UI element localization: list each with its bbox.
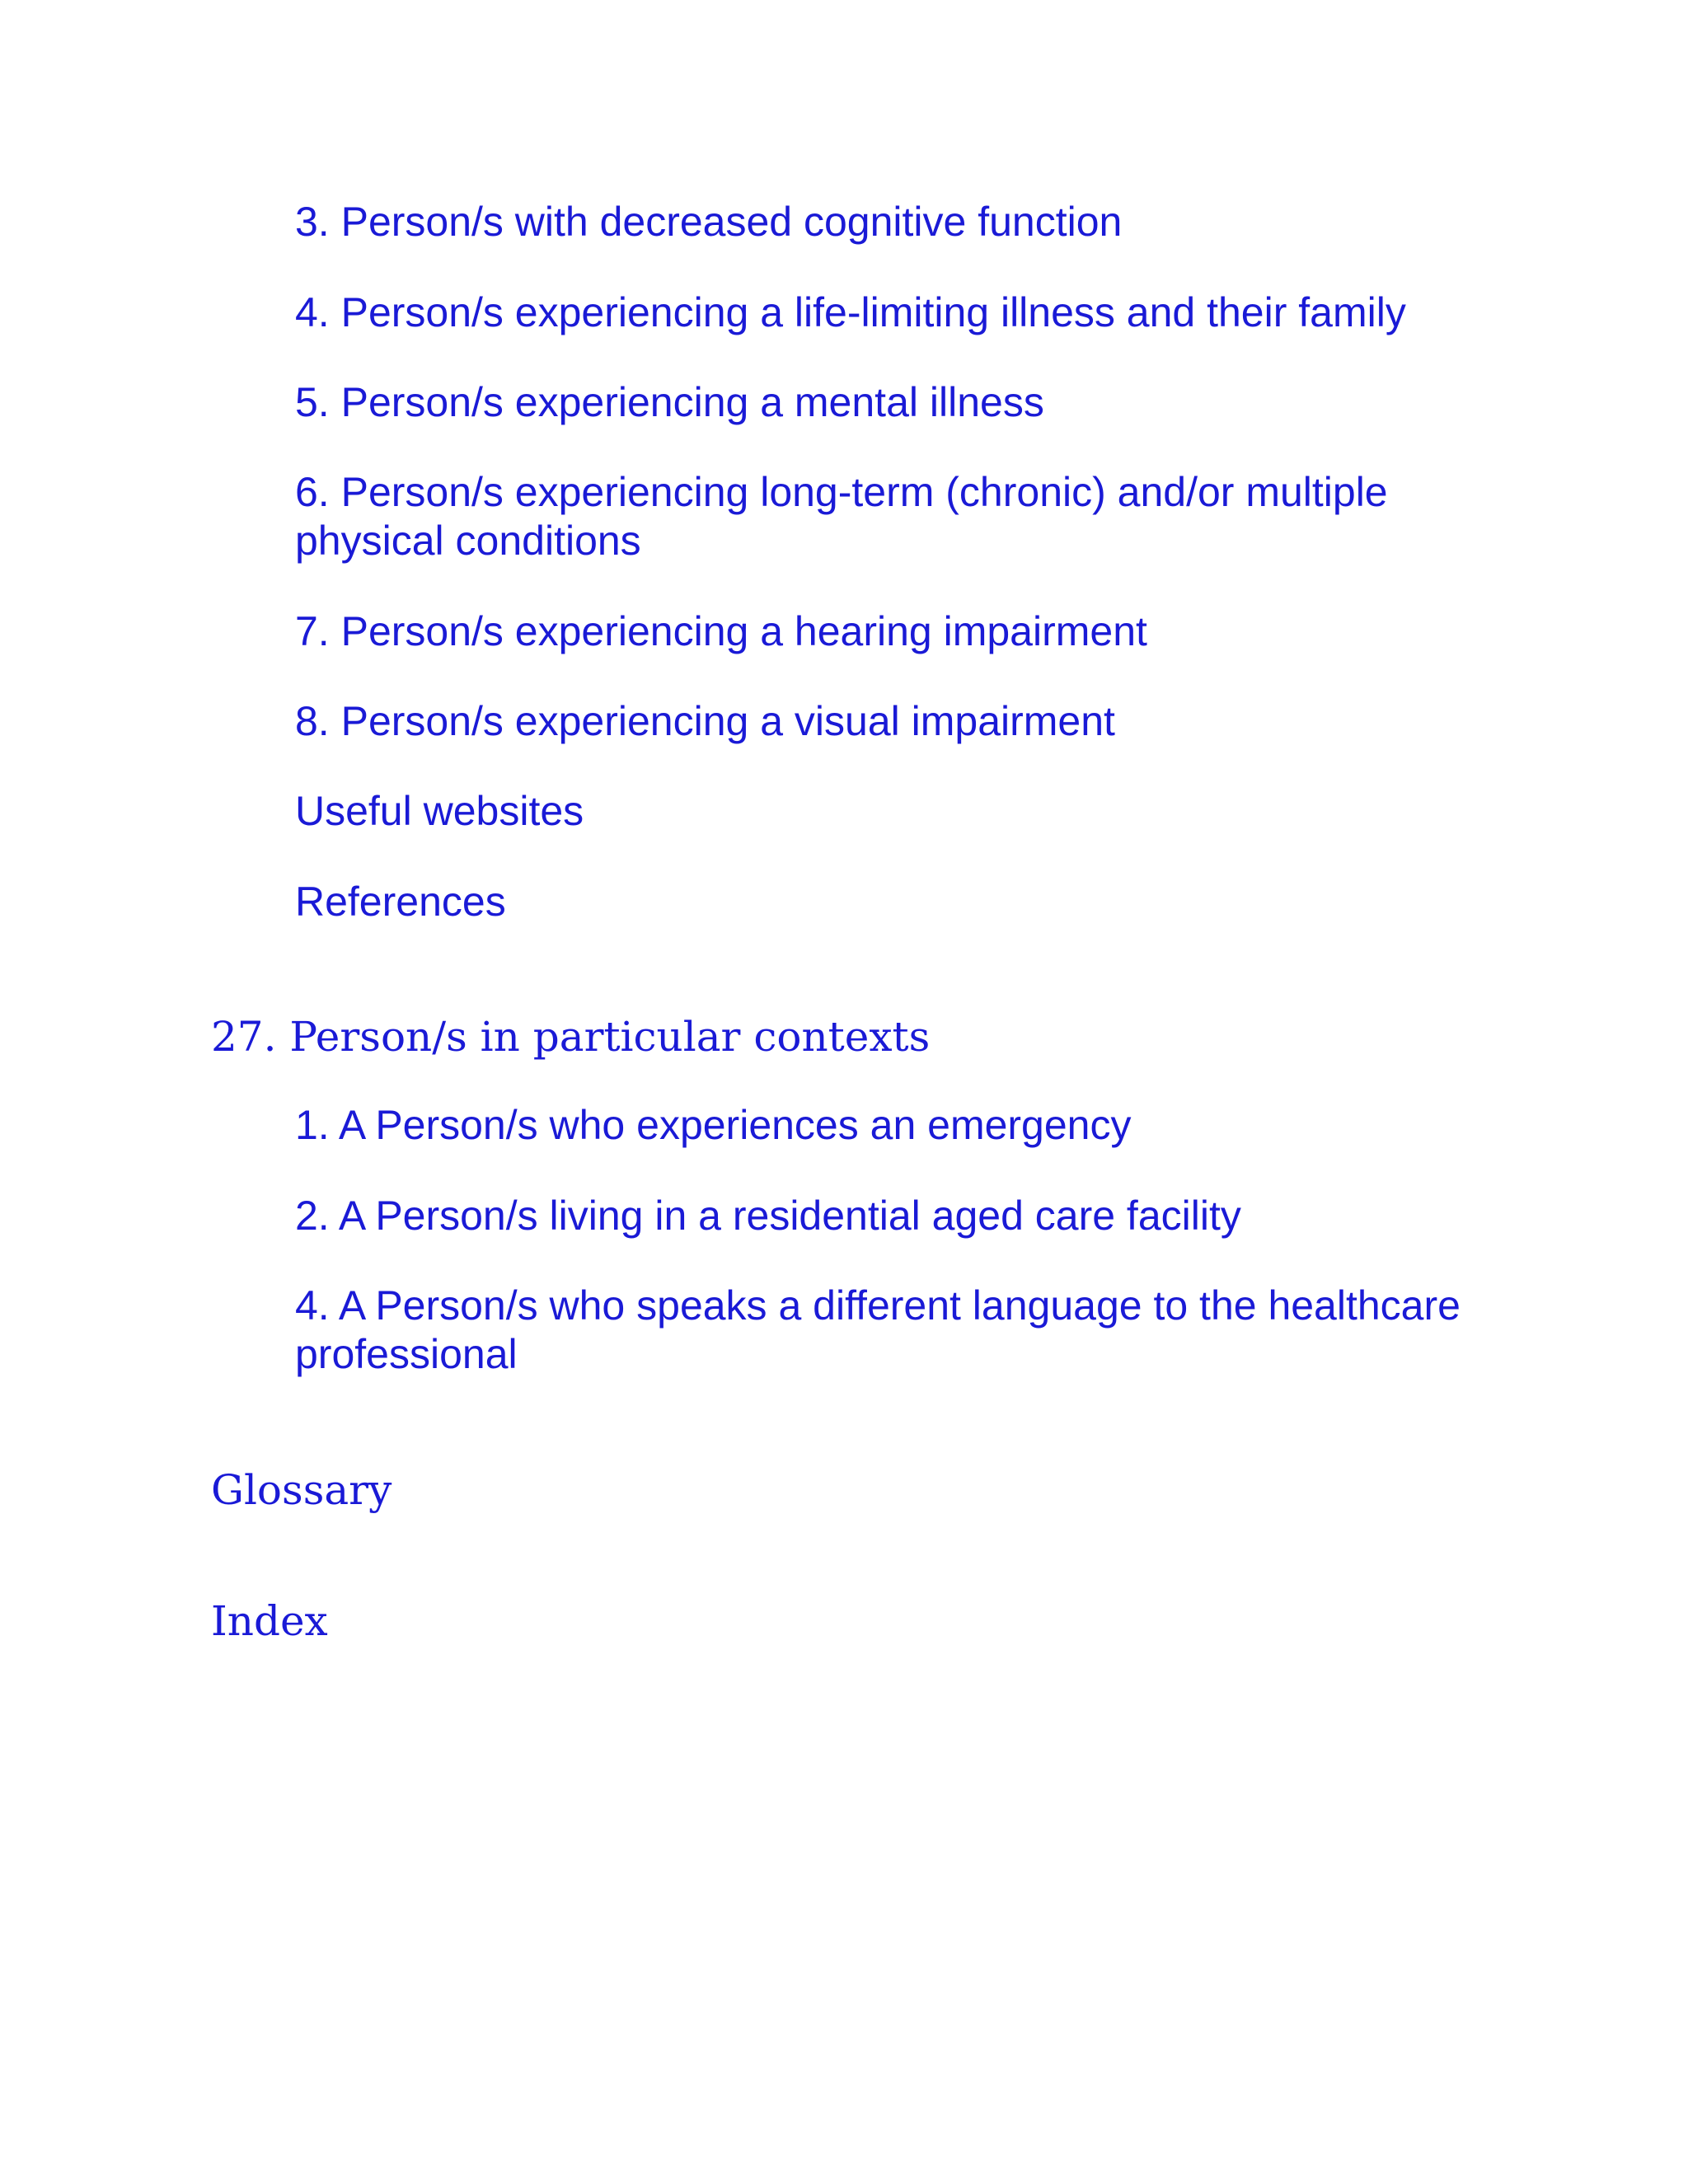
toc-link-different-language[interactable]: 4. A Person/s who speaks a different language to the healthcare professional	[295, 1282, 1461, 1377]
toc-link-chronic-physical-conditions[interactable]: 6. Person/s experiencing long-term (chronic) and/or multiple physical conditions	[295, 469, 1388, 564]
toc-link-mental-illness[interactable]: 5. Person/s experiencing a mental illness	[295, 379, 1044, 425]
toc-link-emergency[interactable]: 1. A Person/s who experiences an emergency	[295, 1102, 1132, 1148]
toc-section-27-title[interactable]: 27. Person/s in particular contexts	[211, 1013, 931, 1061]
toc-link-visual-impairment[interactable]: 8. Person/s experiencing a visual impairment	[295, 698, 1115, 744]
toc-link-glossary[interactable]: Glossary	[211, 1466, 392, 1514]
toc-link-index[interactable]: Index	[211, 1597, 328, 1645]
toc-link-references[interactable]: References	[295, 879, 506, 925]
toc-link-residential-aged-care[interactable]: 2. A Person/s living in a residential aged care facility	[295, 1193, 1241, 1239]
toc-link-hearing-impairment[interactable]: 7. Person/s experiencing a hearing impairment	[295, 608, 1147, 654]
toc-link-useful-websites[interactable]: Useful websites	[295, 788, 584, 834]
toc-link-life-limiting-illness[interactable]: 4. Person/s experiencing a life-limiting illness and their family	[295, 289, 1406, 335]
toc-link-decreased-cognitive-function[interactable]: 3. Person/s with decreased cognitive function	[295, 199, 1123, 245]
